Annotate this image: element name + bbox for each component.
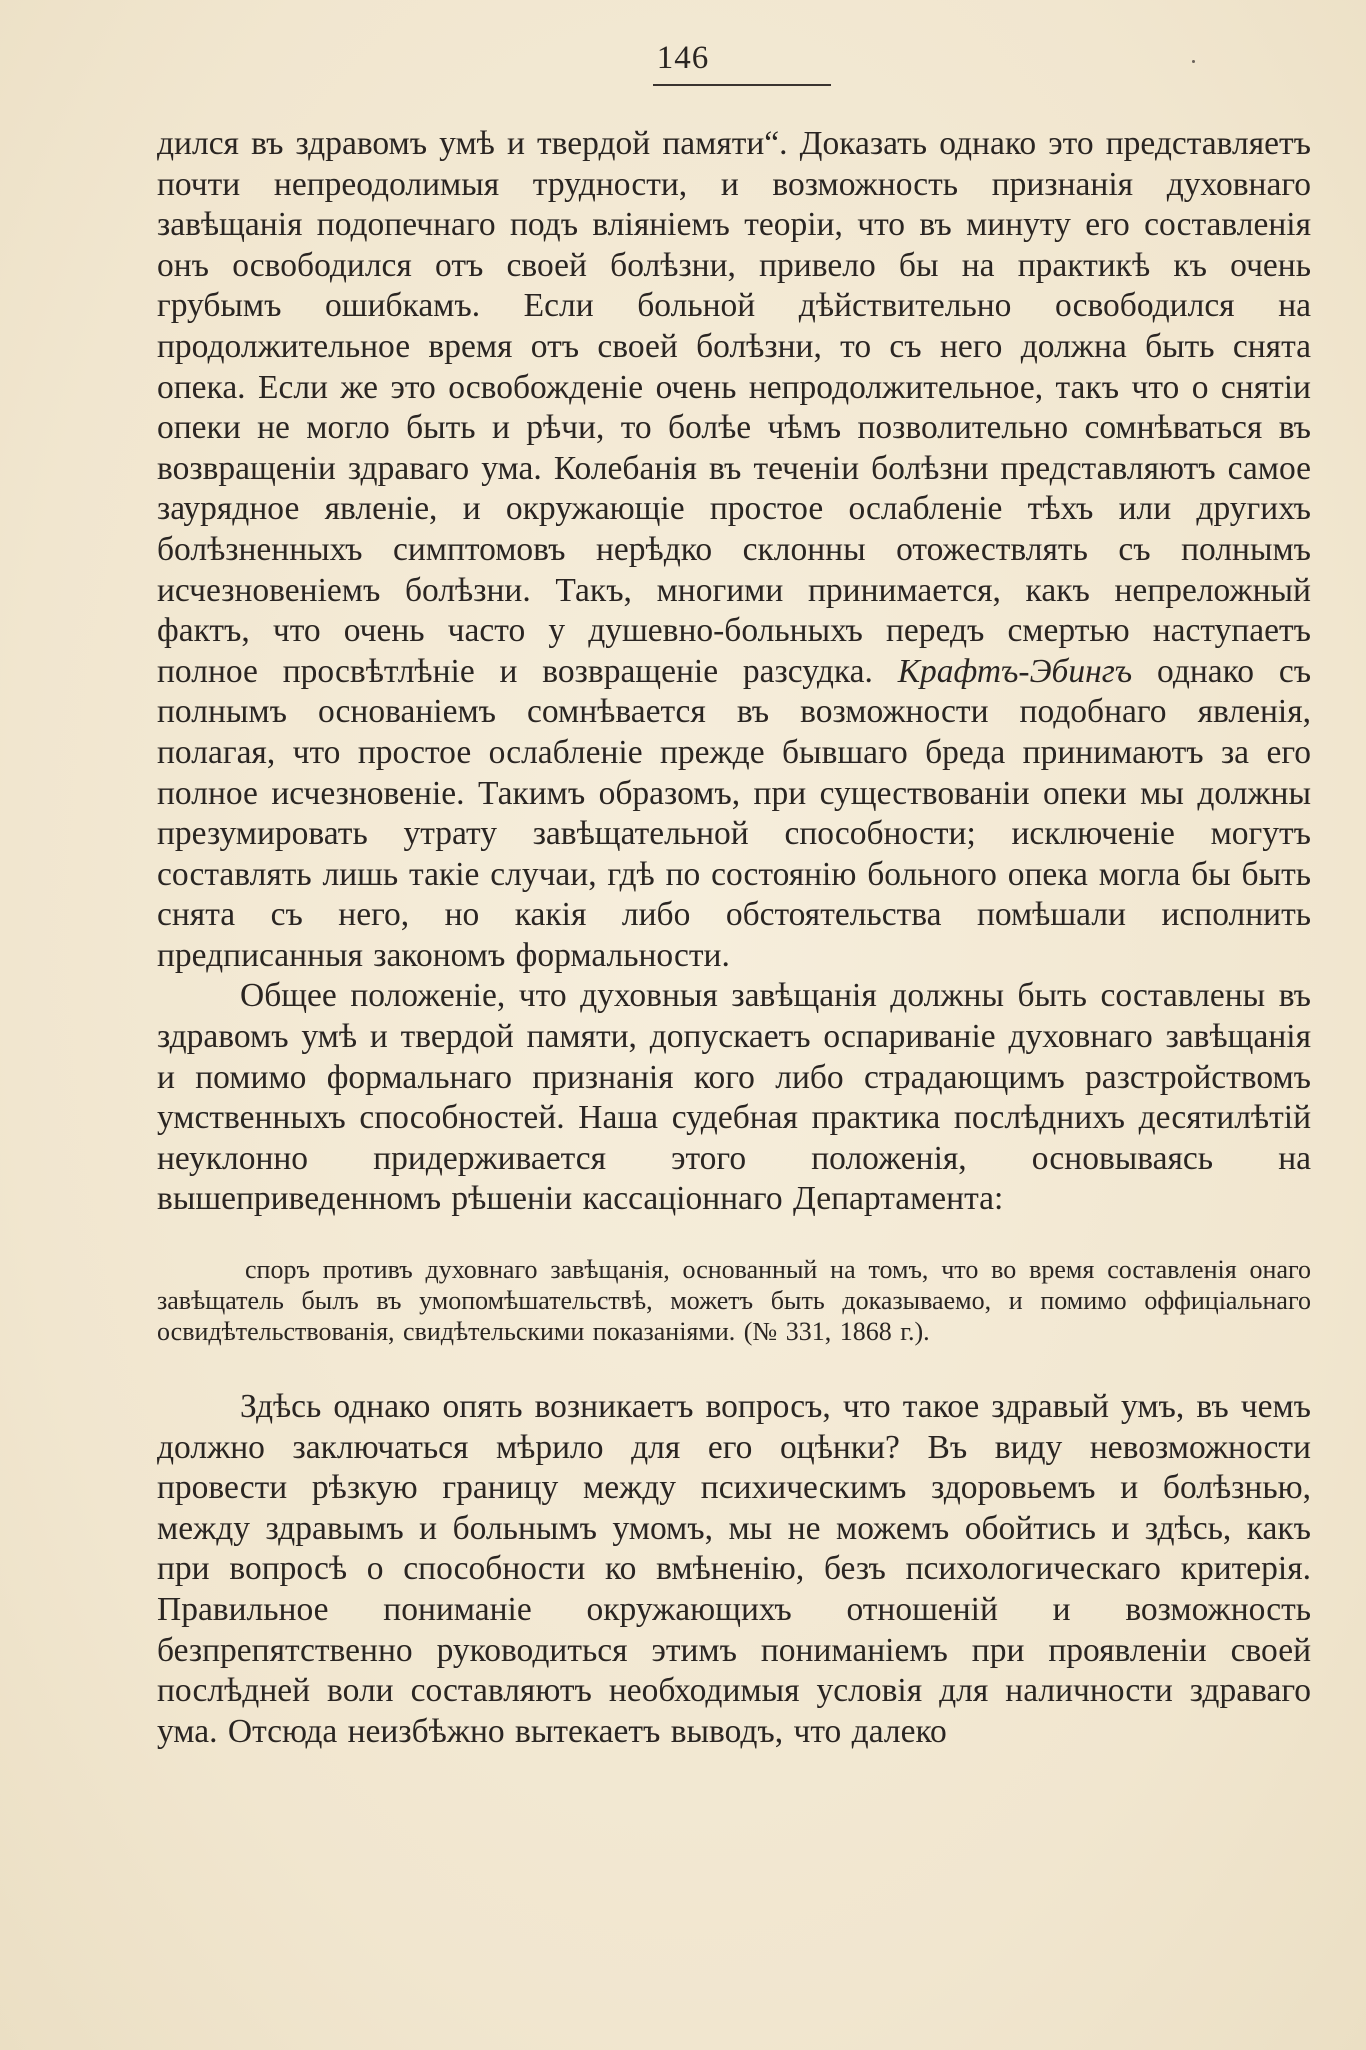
print-speck bbox=[1192, 60, 1195, 63]
page-body bbox=[157, 124, 1311, 1752]
paragraph-text: дился въ здравомъ умѣ и твердой памяти“. Доказать однако это представляетъ почти непреодолимыя трудности, и возможность признанія духовнаго завѣщанія подопечнаго подъ вліяніемъ теоріи, что въ минуту его составленія онъ освободился отъ своей болѣзни, привело бы на практикѣ къ очень грубымъ ошибкамъ. Если больной дѣйствительно освободился на продолжительное время отъ своей болѣзни, то съ него должна быть снята опека. Если же это освобожденіе очень непродолжительное, такъ что о снятіи опеки не могло быть и рѣчи, то болѣе чѣмъ позволительно сомнѣваться въ возвращеніи здраваго ума. Колебанія въ теченіи болѣзни представляютъ самое заурядное явленіе, и окружающіе простое ослабленіе тѣхъ или другихъ болѣзненныхъ симптомовъ нерѣдко склонны отожествлять съ полнымъ исчезновеніемъ болѣзни. Такъ, многими принимается, какъ непреложный фактъ, что очень часто у душевно-больныхъ передъ смертью наступаетъ полное просвѣтлѣніе и возвращеніе разсудка. bbox=[157, 125, 1311, 690]
page-number: 146 bbox=[656, 40, 710, 76]
author-name: Крафтъ-Эбингъ bbox=[897, 652, 1133, 690]
paragraph: Общее положеніе, что духовныя завѣщанія должны быть составлены въ здравомъ умѣ и твердой памяти, допускаетъ оспариваніе духовнаго завѣщанія и помимо формальнаго признанія кого либо страдающимъ разстройствомъ умственныхъ способностей. Наша судебная практика послѣднихъ десятилѣтій неуклонно придерживается этого положенія, основываясь на вышеприведенномъ рѣшеніи кассаціоннаго Департамента: bbox=[157, 977, 1311, 1218]
paragraph-text: однако съ полнымъ основаніемъ сомнѣвается въ возможности подобнаго явленія, полагая, что простое ослабленіе прежде бывшаго бреда принимаютъ за его полное исчезновеніе. Такимъ образомъ, при существованіи опеки мы должны презумировать утрату завѣщательной способности; исключеніе могутъ составлять лишь такіе случаи, гдѣ по состоянію больного опека могла бы быть снята съ него, но какія либо обстоятельства помѣшали исполнить предписанныя закономъ формальности. bbox=[157, 652, 1312, 974]
header-rule bbox=[653, 84, 831, 86]
paragraph-continuation bbox=[157, 124, 1311, 976]
paragraph: Здѣсь однако опять возникаетъ вопросъ, что такое здравый умъ, въ чемъ должно заключаться мѣрило для его оцѣнки? Въ виду невозможности провести рѣзкую границу между психическимъ здоровьемъ и болѣзнью, между здравымъ и больнымъ умомъ, мы не можемъ обойтись и здѣсь, какъ при вопросѣ о способности ко вмѣненію, безъ психологическаго критерія. Правильное пониманіе окружающихъ отношеній и возможность безпрепятственно руководиться этимъ пониманіемъ при проявленіи своей послѣдней воли составляютъ необходимыя условія для наличности здраваго ума. Отсюда неизбѣжно вытекаетъ выводъ, что далеко bbox=[157, 1388, 1311, 1750]
court-decision-quote: споръ противъ духовнаго завѣщанія, основанный на томъ, что во время составленія онаго завѣщатель былъ въ умопомѣшательствѣ, можетъ быть доказываемо, и помимо оффиціальнаго освидѣтельствованія, свидѣтельскими показаніями. (№ 331, 1868 г.). bbox=[157, 1255, 1311, 1347]
